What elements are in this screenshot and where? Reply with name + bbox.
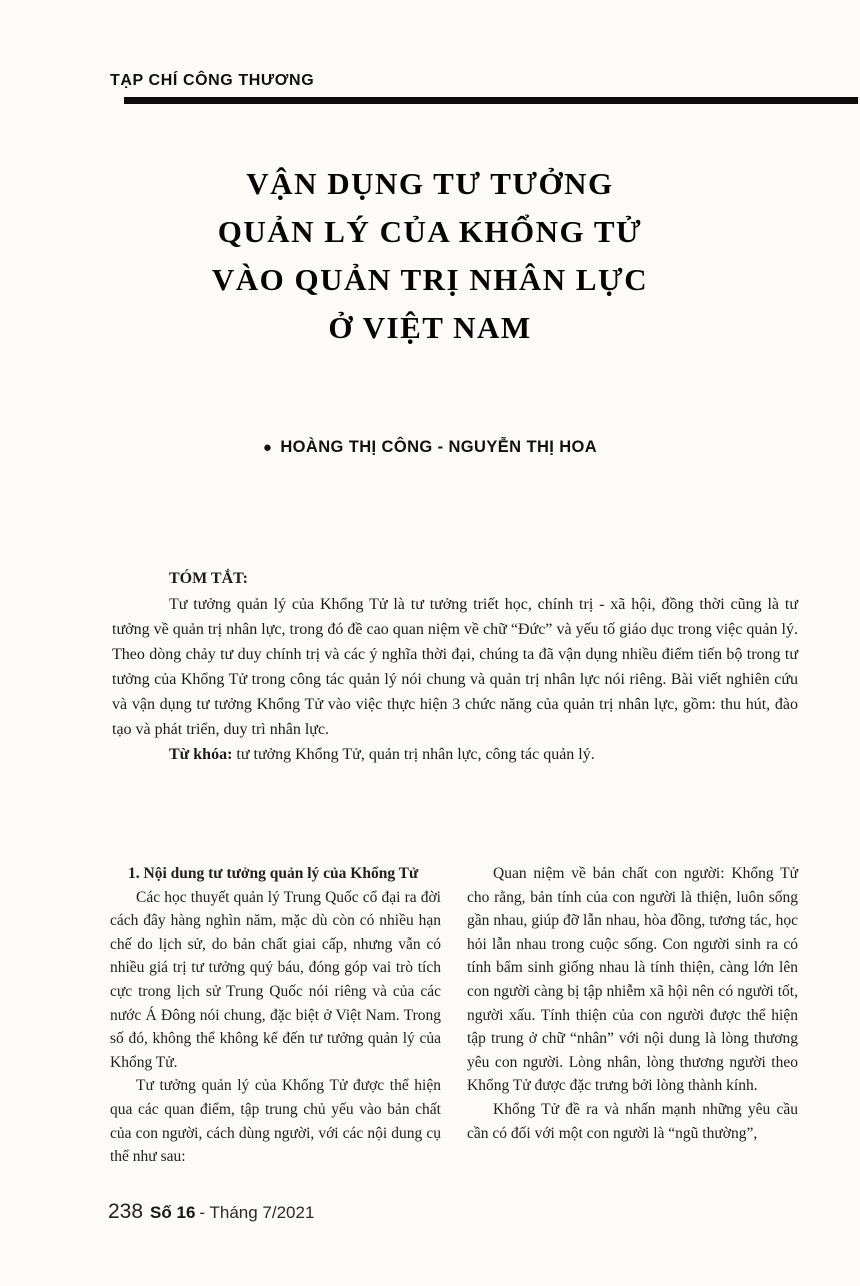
article-title-line-1: VẬN DỤNG TƯ TƯỞNG (246, 166, 614, 201)
right-column (467, 862, 798, 1169)
article-body (110, 862, 798, 1169)
right-paragraph-2: Khổng Tử đề ra và nhấn mạnh những yêu cầu cần có đối với một con người là “ngũ thường”, (467, 1100, 798, 1142)
left-column (110, 862, 441, 1169)
issue-date: - Tháng 7/2021 (199, 1203, 315, 1222)
section-1-heading: 1. Nội dung tư tưởng quản lý của Khổng Tử (128, 865, 419, 882)
page-number: 238 (108, 1200, 144, 1223)
article-title-line-2: QUẢN LÝ CỦA KHỔNG TỬ (217, 214, 643, 249)
bullet-icon: ● (262, 439, 273, 456)
keywords-label: Từ khóa: (169, 746, 233, 763)
authors-line (0, 438, 860, 457)
abstract-section (112, 566, 798, 767)
journal-masthead: TẠP CHÍ CÔNG THƯƠNG (110, 72, 315, 89)
right-paragraph-1: Quan niệm về bản chất con người: Khổng Tử cho rằng, bản tính của con người là thiện, luôn sống gần nhau, giúp đỡ lẫn nhau, hòa đồng, tương tác, học hỏi lẫn nhau trong cuộc sống. Con người sinh ra có tính bẩm sinh giống nhau là tính thiện, càng lớn lên con người càng bị tập nhiễm xã hội nên có người tốt, người xấu. Tính thiện của con người được thể hiện tập trung ở chữ “nhân” với nội dung là lòng thương yêu con người. Lòng nhân, lòng thương người theo Khổng Tử được đặc trưng bởi lòng thành kính. (467, 865, 798, 1095)
page-footer (108, 1200, 314, 1224)
author-names: HOÀNG THỊ CÔNG - NGUYỄN THỊ HOA (280, 438, 598, 456)
article-title (0, 160, 860, 352)
keywords-line (112, 742, 798, 767)
left-paragraph-1: Các học thuyết quản lý Trung Quốc cổ đại ra đời cách đây hàng nghìn năm, mặc dù còn có nhiều hạn chế do lịch sử, do bản chất giai cấp, nhưng vẫn có nhiều giá trị tư tưởng quý báu, đóng góp vai trò tích cực trong lịch sử Trung Quốc nói riêng và của các nước Á Đông nói chung, đặc biệt ở Việt Nam. Trong số đó, không thể không kể đến tư tưởng quản lý của Khổng Tử. (110, 888, 441, 1071)
masthead-rule (124, 97, 858, 104)
left-paragraph-2: Tư tưởng quản lý của Khổng Tử được thể hiện qua các quan điểm, tập trung chủ yếu vào bản chất của con người, cách dùng người, với các nội dung cụ thể như sau: (110, 1077, 441, 1166)
abstract-text: Tư tưởng quản lý của Khổng Tử là tư tưởng triết học, chính trị - xã hội, đồng thời cũng là tư tưởng về quản trị nhân lực, trong đó đề cao quan niệm về chữ “Đức” và yếu tố giáo dục trong việc quản lý. Theo dòng chảy tư duy chính trị và các ý nghĩa thời đại, chúng ta đã vận dụng nhiều điểm tiến bộ trong tư tưởng của Khổng Tử trong công tác quản lý nói chung và quản trị nhân lực nói riêng. Bài viết nghiên cứu và vận dụng tư tưởng Khổng Tử vào việc thực hiện 3 chức năng của quản trị nhân lực, gồm: thu hút, đào tạo và phát triển, duy trì nhân lực. (112, 596, 798, 738)
issue-label: Số 16 (150, 1203, 196, 1222)
abstract-heading: TÓM TẮT: (169, 570, 248, 587)
article-title-line-3: VÀO QUẢN TRỊ NHÂN LỰC (211, 262, 649, 297)
keywords-text: tư tưởng Khổng Tử, quản trị nhân lực, công tác quản lý. (232, 746, 595, 763)
article-title-line-4: Ở VIỆT NAM (328, 310, 532, 345)
